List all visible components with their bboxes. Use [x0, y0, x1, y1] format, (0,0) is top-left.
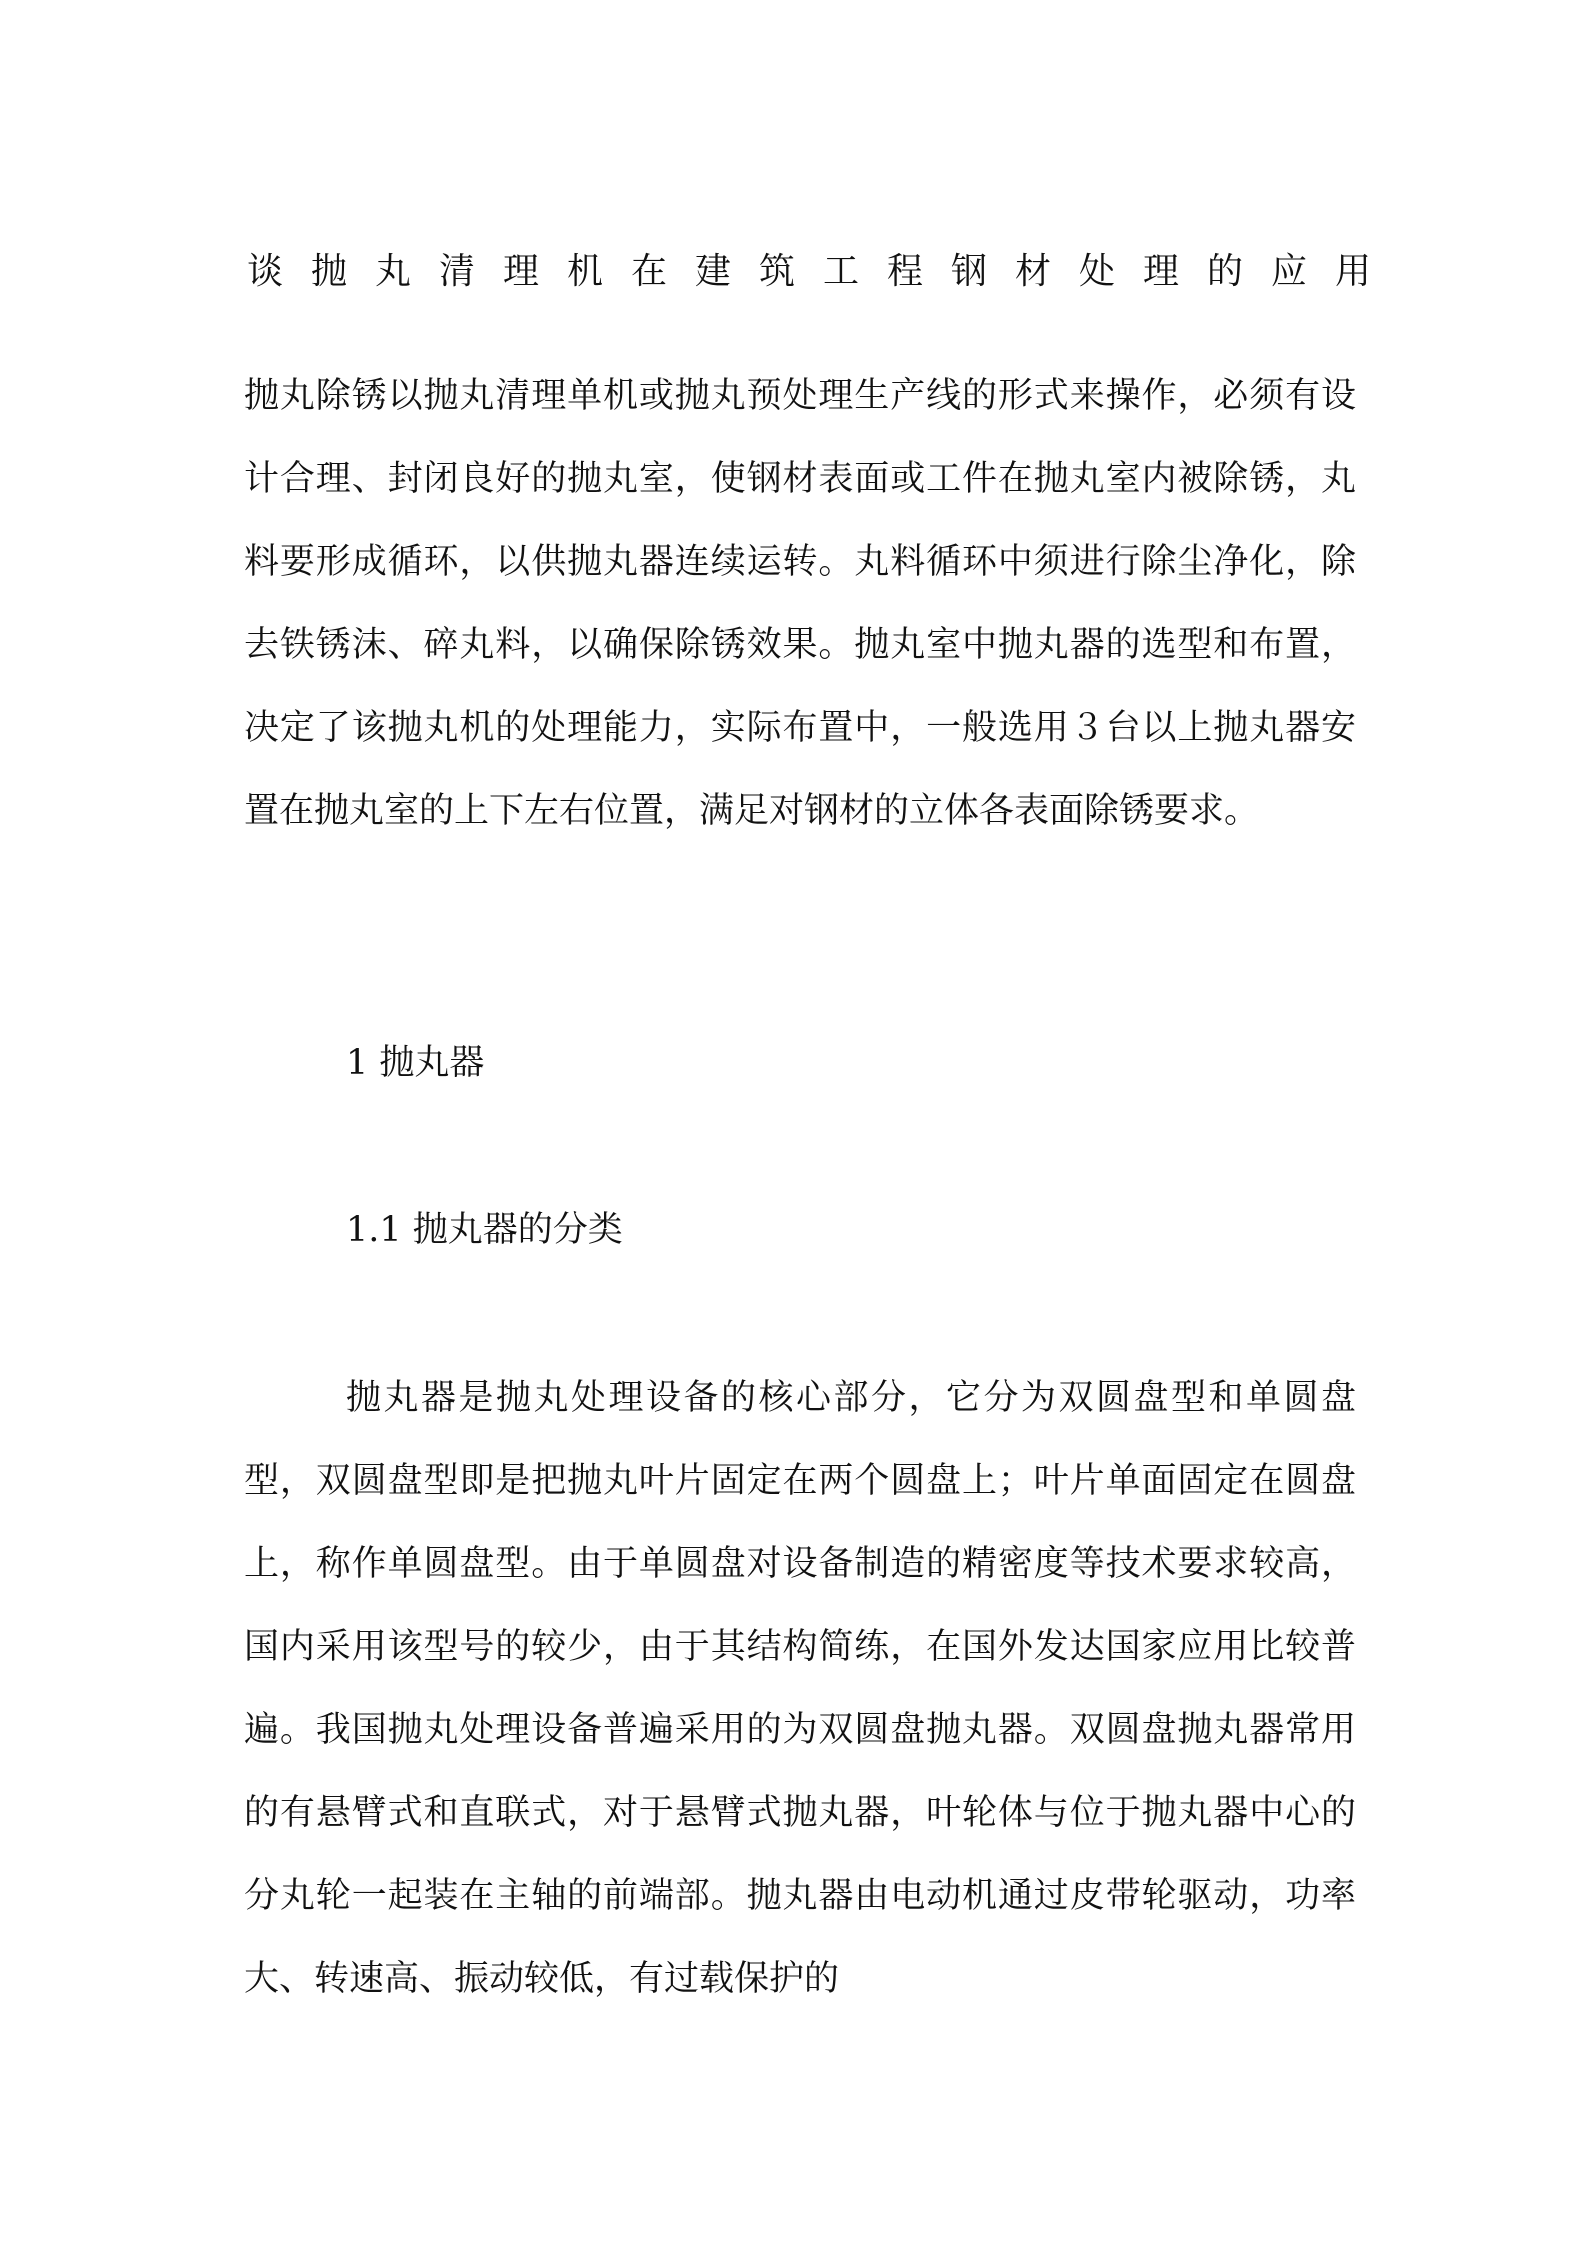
subsection-heading: 1.1 抛丸器的分类: [346, 1210, 623, 1250]
body-paragraph: 抛丸器是抛丸处理设备的核心部分，它分为双圆盘型和单圆盘型，双圆盘型即是把抛丸叶片固定在两个圆盘上；叶片单面固定在圆盘上，称作单圆盘型。由于单圆盘对设备制造的精密度等技术要求较高，国内采用该型号的较少，由于其结构简练，在国外发达国家应用比较普遍。我国抛丸处理设备普遍采用的为双圆盘抛丸器。双圆盘抛丸器常用的有悬臂式和直联式，对于悬臂式抛丸器，叶轮体与位于抛丸器中心的分丸轮一起装在主轴的前端部。抛丸器由电动机通过皮带轮驱动，功率大、转速高、振动较低，有过载保护的: [244, 1378, 1356, 1999]
section-heading: 1 抛丸器: [346, 1043, 485, 1083]
intro-paragraph: 抛丸除锈以抛丸清理单机或抛丸预处理生产线的形式来操作，必须有设计合理、封闭良好的抛丸室，使钢材表面或工件在抛丸室内被除锈，丸料要形成循环，以供抛丸器连续运转。丸料循环中须进行除尘净化，除去铁锈沫、碎丸料，以确保除锈效果。抛丸室中抛丸器的选型和布置，决定了该抛丸机的处理能力，实际布置中，一般选用３台以上抛丸器安置在抛丸室的上下左右位置，满足对钢材的立体各表面除锈要求。: [244, 376, 1356, 831]
document-title: 谈抛丸清理机在建筑工程钢材处理的应用: [247, 251, 1400, 292]
